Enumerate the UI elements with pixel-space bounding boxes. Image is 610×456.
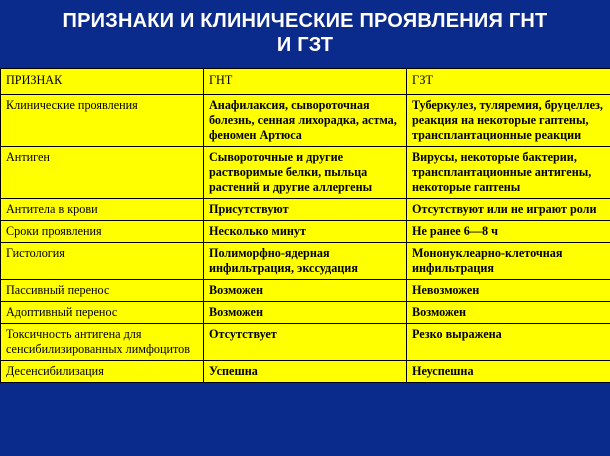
- table-row: [1, 302, 610, 324]
- row-gzt-cell: Невозможен: [407, 280, 610, 302]
- row-gnt-cell: Присутствуют: [204, 199, 407, 221]
- table-header-row: [1, 69, 610, 95]
- table-row: [1, 243, 610, 280]
- table-row: [1, 221, 610, 243]
- row-gnt-cell: Сывороточные и другие растворимые белки, пыльца растений и другие аллергены: [204, 147, 407, 199]
- table-row: [1, 324, 610, 361]
- row-gnt-cell: Возможен: [204, 280, 407, 302]
- row-feature-cell: Гистология: [1, 243, 204, 280]
- header-cell-feature: ПРИЗНАК: [1, 69, 204, 95]
- row-gnt-cell: Анафилаксия, сывороточная болезнь, сенная лихорадка, астма, феномен Артюса: [204, 95, 407, 147]
- row-feature-cell: Клинические проявления: [1, 95, 204, 147]
- row-feature-cell: Антиген: [1, 147, 204, 199]
- row-gzt-cell: Вирусы, некоторые бактерии, трансплантационные антигены, некоторые гаптены: [407, 147, 610, 199]
- row-feature-cell: Пассивный перенос: [1, 280, 204, 302]
- row-gnt-cell: Успешна: [204, 361, 407, 383]
- row-gnt-cell: Несколько минут: [204, 221, 407, 243]
- table-row: [1, 147, 610, 199]
- row-gzt-cell: Отсутствуют или не играют роли: [407, 199, 610, 221]
- table-row: [1, 95, 610, 147]
- row-feature-cell: Адоптивный перенос: [1, 302, 204, 324]
- header-cell-gnt: ГНТ: [204, 69, 407, 95]
- slide-title-line-2: И ГЗТ: [276, 34, 334, 56]
- row-gzt-cell: Неуспешна: [407, 361, 610, 383]
- header-cell-gzt: ГЗТ: [407, 69, 610, 95]
- row-gzt-cell: Туберкулез, туляремия, бруцеллез, реакция на некоторые гаптены, трансплантационные реакции: [407, 95, 610, 147]
- row-gnt-cell: Отсутствует: [204, 324, 407, 361]
- slide-title: [0, 0, 610, 66]
- row-feature-cell: Сроки проявления: [1, 221, 204, 243]
- row-gnt-cell: Полиморфно-ядерная инфильтрация, экссудация: [204, 243, 407, 280]
- row-gzt-cell: Резко выражена: [407, 324, 610, 361]
- slide-title-line-1: ПРИЗНАКИ И КЛИНИЧЕСКИЕ ПРОЯВЛЕНИЯ ГНТ: [62, 10, 548, 32]
- table-row: [1, 199, 610, 221]
- row-feature-cell: Токсичность антигена для сенсибилизированных лимфоцитов: [1, 324, 204, 361]
- table-row: [1, 361, 610, 383]
- row-gzt-cell: Мононуклеарно-клеточная инфильтрация: [407, 243, 610, 280]
- table-row: [1, 280, 610, 302]
- row-feature-cell: Антитела в крови: [1, 199, 204, 221]
- row-gnt-cell: Возможен: [204, 302, 407, 324]
- row-feature-cell: Десенсибилизация: [1, 361, 204, 383]
- row-gzt-cell: Не ранее 6—8 ч: [407, 221, 610, 243]
- comparison-table: [0, 68, 610, 383]
- row-gzt-cell: Возможен: [407, 302, 610, 324]
